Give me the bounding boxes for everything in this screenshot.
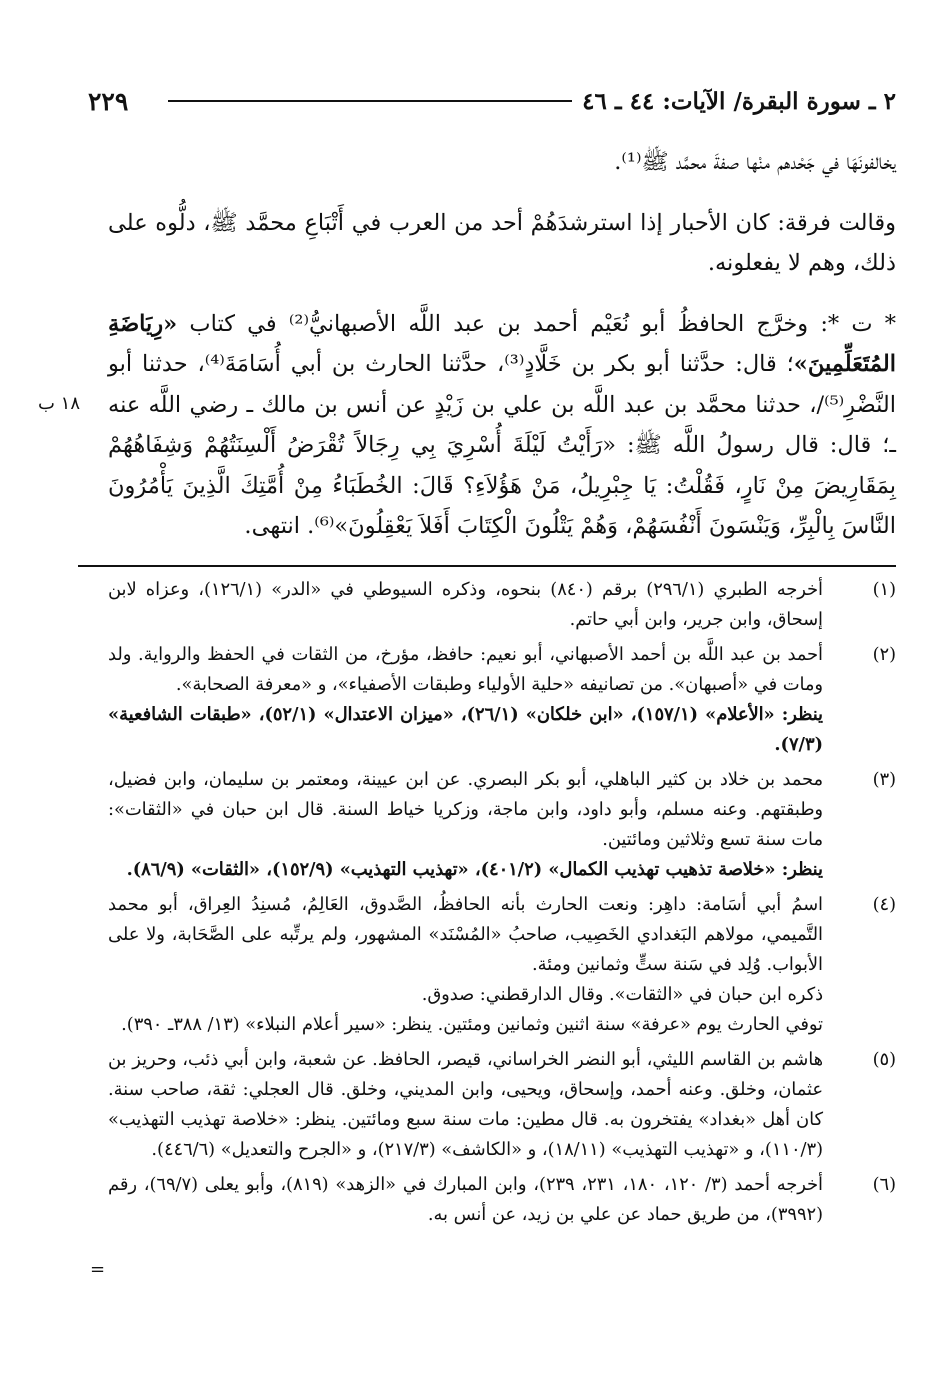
footnotes (108, 575, 896, 1235)
footnote-5 (108, 1045, 896, 1165)
footnote-text: أخرجه الطبري (٢٩٦/١) برقم (٨٤٠) بنحوه، وذكره السيوطي في «الدر» (١٢٦/١)، وعزاه لابن إسحاق، وابن جرير، وابن أبي حاتم. (108, 579, 823, 630)
footnote-number: (٥) (872, 1049, 896, 1070)
footnote-references: توفي الحارث يوم «عرفة» سنة اثنين وثمانين ومئتين. ينظر: «سير أعلام النبلاء» (١٣/ ٣٨٨ـ ٣٩٠). (121, 1014, 823, 1035)
continuation-mark: = (90, 1259, 106, 1280)
footnote-number: (٢) (872, 644, 896, 665)
footnote-text: هاشم بن القاسم الليثي، أبو النضر الخراساني، قيصر، الحافظ. عن شعبة، وابن أبي ذئب، وحريز بن عثمان، وخلق. وعنه أحمد، وإسحاق، ويحيى، وابن المديني، وخلق. قال العجلي: ثقة، صاحب سنة. كان أهل «بغداد» يفتخرون به. قال مطين: مات سنة سبع ومائتين. ينظر: «خلاصة تهذيب التهذيب» (١١٠/٣)، و «تهذيب التهذيب» (١٨/١١)، و «الكاشف» (٢١٧/٣)، و «الجرح والتعديل» (٤٤٦/٦). (108, 1049, 823, 1160)
paragraph-1: يخالفونَهَا في جَحْدهم منْها صفةَ محمَّد ﷺ⁽¹⁾. (614, 149, 896, 175)
footnote-references: ينظر: «الأعلام» (١٥٧/١)، «ابن خلكان» (٢٦/١)، «ميزان الاعتدال» (٥٢/١)، «طبقات الشافعية» (٧/٣). (108, 704, 824, 755)
footnote-1 (108, 575, 896, 635)
header-rule (168, 100, 572, 102)
page-number: ٢٢٩ (88, 86, 129, 116)
footnote-text: محمد بن خلاد بن كثير الباهلي، أبو بكر البصري. عن ابن عيينة، ومعتمر بن سليمان، وابن فضيل، وطبقتهم. وعنه مسلم، وأبو داود، وابن ماجة، وزكريا خياط السنة. قال ابن حبان في «الثقات»: مات سنة تسع وثلاثين ومائتين. (108, 769, 823, 850)
book-title: «رِيَاضَةِ المُتَعَلِّمِينَ» (108, 310, 896, 377)
footnote-references: ينظر: «خلاصة تذهيب تهذيب الكمال» (٤٠١/٢)، «تهذيب التهذيب» (١٥٢/٩)، «الثقات» (٨٦/٩). (126, 859, 823, 880)
footnote-number: (٦) (872, 1174, 896, 1195)
footnote-text: ذكره ابن حبان في «الثقات». وقال الدارقطني: صدوق. (421, 984, 823, 1005)
footnote-text: اسمُ أبي أسَامة: داهِر: ونعت الحارث بأنه الحافظُ، الصَّدوق، العَالِمُ، مُسنِدُ العِراق، أبو محمد التَّميمي، مولاهم البَغدادي الخَصِيب، صاحبُ «المُسْنَد» المشهور، ولم يرتِّبه على الصَّحَابة، ولا على الأبواب. وُلِد في سَنة ستٍّ وثمانين ومئة. (108, 894, 823, 975)
folio-margin-note: ١٨ ب (38, 393, 81, 414)
footnote-divider (78, 565, 896, 567)
paragraph-2: وقالت فرقة: كان الأحبار إذا استرشدَهُمْ أحد من العرب في أَتْبَاعِ محمَّد ﷺ، دلُّوه على ذلك، وهم لا يفعلونه. (108, 209, 896, 276)
running-title: ٢ ـ سورة البقرة/ الآيات: ٤٤ ـ ٤٦ (582, 87, 896, 115)
footnote-3 (108, 765, 896, 885)
footnote-number: (٣) (872, 769, 896, 790)
footnote-4 (108, 890, 896, 1040)
running-header (88, 84, 896, 118)
footnote-number: (١) (872, 579, 896, 600)
footnote-text: أخرجه أحمد (٣/ ١٢٠، ١٨٠، ٢٣١، ٢٣٩)، وابن المبارك في «الزهد» (٨١٩)، وأبو يعلى (٦٩/٧)، رقم (٣٩٩٢)، من طريق حماد عن علي بن زيد، عن أنس به. (108, 1174, 823, 1225)
paragraph-3-intro: * ت *: وخرَّج الحافظُ أبو نُعَيْم أحمد بن عبد اللَّه الأصبهانيُّ⁽²⁾ في كتاب (177, 310, 897, 337)
paragraph-3 (108, 304, 896, 547)
footnote-2 (108, 640, 896, 760)
paragraph-3-hadith: ؛ قال: حدَّثنا أبو بكر بن خَلَّادٍ⁽³⁾، حدَّثنا الحارث بن أبي أُسَامَةَ⁽⁴⁾، حدثنا أبو النَّضْرِ⁽⁵⁾/، حدثنا محمَّد بن عبد اللَّه بن علي بن زَيْدٍ عن أنس بن مالك ـ رضي اللَّه عنه ـ؛ قال: قال رسولُ اللَّه ﷺ: «رَأَيْتُ لَيْلَةَ أُسْرِيَ بِي رِجَالاً تُقْرَضُ أَلْسِنَتُهُمْ وَشِفَاهُهُمْ بِمَقَارِيضَ مِنْ نَارٍ، فَقُلْتُ: يَا جِبْرِيلُ، مَنْ هَؤُلاَءِ؟ قَالَ: الخُطَبَاءُ مِنْ أُمَّتِكَ الَّذِينَ يَأْمُرُونَ النَّاسَ بِالْبِرِّ، وَيَنْسَونَ أَنْفُسَهُمْ، وَهُمْ يَتْلُونَ الْكِتَابَ أَفَلاَ يَعْقِلُونَ»⁽⁶⁾. انتهى. (108, 351, 896, 539)
footnote-text: أحمد بن عبد اللَّه بن أحمد الأصبهاني، أبو نعيم: حافظ، مؤرخ، من الثقات في الحفظ والرواية. ولد ومات في «أصبهان». من تصانيفه «حلية الأولياء وطبقات الأصفياء»، و «معرفة الصحابة». (108, 644, 823, 695)
main-text (108, 142, 896, 547)
footnote-number: (٤) (872, 894, 896, 915)
footnote-6 (108, 1170, 896, 1230)
